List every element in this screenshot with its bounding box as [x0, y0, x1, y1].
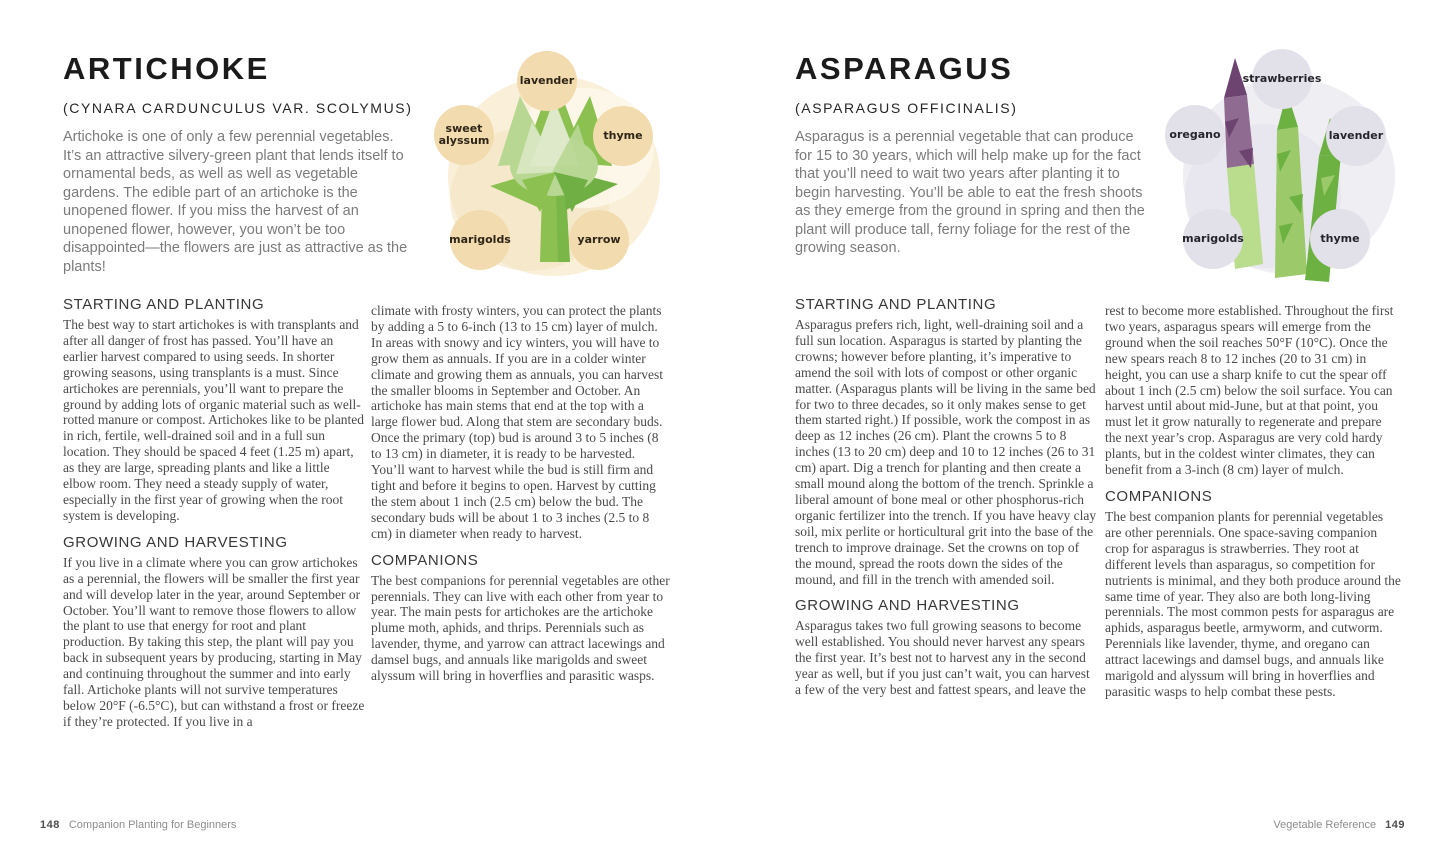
footer-right — [1273, 819, 1405, 832]
asparagus-column-2 — [1105, 297, 1401, 709]
section-heading-starting-planting: STARTING AND PLANTING — [63, 296, 265, 313]
companion-bubble-thyme: thyme — [1310, 209, 1370, 269]
body-paragraph: The best companion plants for perennial vegetables are other perennials. One space-saving companion crop for asparagus is strawberries. They root at different levels than asparagus, so competition for nutrients is minimal, and they both produce around the same time of year. They also are both long-living perennials. The most common pests for asparagus are aphids, asparagus beetle, armyworm, and cutworm. Perennials like lavender, thyme, and oregano can attract lacewings and damsel bugs, and annuals like marigold and alyssum will bring in hoverflies and parasitic wasps to help combat these pests. — [1105, 508, 1401, 699]
body-paragraph: The best companions for perennial vegetables are other perennials. They can live with each other from year to year. The main pests for artichokes are the artichoke plume moth, aphids, and thrips. Perennials such as lavender, thyme, and yarrow can attract lacewings and damsel bugs, and annuals like marigolds and sweet alyssum will bring in hoverflies and parasitic wasps. — [371, 572, 670, 684]
section-heading-growing-harvesting: GROWING AND HARVESTING — [795, 597, 1020, 615]
body-paragraph: Asparagus takes two full growing seasons to become well established. You should never harvest any spears the first year. It’s best not to harvest any in the second year as well, but if you just can’t wait, you can harvest a few of the very best and fattest spears, and leave the — [795, 618, 1090, 698]
companion-bubble-lavender: lavender — [517, 51, 577, 111]
latin-name-asparagus: (ASPARAGUS OFFICINALIS) — [795, 100, 1018, 116]
footer-section-title: Vegetable Reference — [1273, 819, 1377, 831]
section-heading-companions: COMPANIONS — [1105, 487, 1213, 505]
page-title-asparagus: ASPARAGUS — [795, 51, 1014, 86]
body-paragraph: climate with frosty winters, you can protect the plants by adding a 5 to 6-inch (13 to 15 cm) layer of mulch. In areas with snowy and icy winters, you will have to grow them as annuals. If you are in a colder winter climate and growing them as annuals, you can harvest the smaller blooms in September and October. An artichoke has main stems that end at the top with a large flower bud. Along that stem are secondary buds. Once the primary (top) bud is around 3 to 5 inches (8 to 13 cm) in diameter, it is ready to be harvested. You’ll want to harvest while the bud is still firm and tight and before it begins to open. Harvest by cutting the stem about 1 inch (2.5 cm) below the bud. The secondary buds will be about 1 to 3 inches (2.5 to 8 cm) in diameter when ready to harvest. — [371, 303, 664, 541]
footer-book-title: Companion Planting for Beginners — [68, 819, 237, 831]
artichoke-column-1 — [63, 297, 366, 739]
companion-bubble-oregano: oregano — [1165, 105, 1225, 165]
body-paragraph: rest to become more established. Throughout the first two years, asparagus spears will emerge from the ground when the soil reaches 50°F (10°C). Once the new spears reach 8 to 12 inches (20 to 31 cm) in height, you can use a sharp knife to cut the spear off about 1 inch (2.5 cm) below the soil surface. You can harvest until about mid-June, but at that point, you must let it grow naturally to regenerate and prepare the next year’s crop. Asparagus are very cold hardy plants, but in the coldest winter climates, they can benefit from a 3-inch (8 cm) layer of mulch. — [1105, 303, 1394, 478]
footer-left — [40, 819, 236, 832]
asparagus-column-1 — [795, 297, 1098, 707]
artichoke-column-2 — [371, 297, 670, 693]
companion-bubble-sweet-alyssum: sweet alyssum — [434, 105, 494, 165]
companion-bubble-marigolds: marigolds — [450, 210, 510, 270]
companion-bubble-lavender: lavender — [1326, 106, 1386, 166]
section-heading-growing-harvesting: GROWING AND HARVESTING — [63, 533, 288, 551]
section-heading-starting-planting: STARTING AND PLANTING — [795, 296, 997, 313]
page-number-right: 149 — [1385, 819, 1405, 831]
companion-bubble-yarrow: yarrow — [569, 210, 629, 270]
companion-diagram-asparagus — [1167, 44, 1417, 284]
body-paragraph: The best way to start artichokes is with transplants and after all danger of frost has passed. You’ll have an earlier harvest compared to using seeds. In shorter growing seasons, using transplants is a must. Since artichokes are perennials, you’ll want to prepare the ground by adding lots of organic material such as well-rotted manure or compost. Artichokes like to be planted in rich, fertile, well-drained soil and in a full sun location. They should be spaced 4 feet (1.25 m) apart, as they are large, spreading plants and like a little elbow room. They need a steady supply of water, especially in the first year of growing when the root system is developing. — [63, 317, 365, 523]
section-heading-companions: COMPANIONS — [371, 551, 479, 569]
intro-paragraph-asparagus: Asparagus is a perennial vegetable that can produce for 15 to 30 years, which will help make up for the fact that you’ll need to wait two years after planting it to begin harvesting. You’ll be able to eat the fresh shoots as they emerge from the ground in spring and then the plant will produce tall, ferny foliage for the rest of the growing season. — [795, 129, 1145, 256]
page-title-artichoke: ARTICHOKE — [63, 51, 270, 86]
page-number-left: 148 — [40, 819, 60, 831]
latin-name-artichoke: (CYNARA CARDUNCULUS VAR. SCOLYMUS) — [63, 100, 413, 116]
body-paragraph: Asparagus prefers rich, light, well-draining soil and a full sun location. Asparagus is started by planting the crowns; however before planting, it’s imperative to amend the soil with lots of compost or other organic matter. (Asparagus plants will be living in the same bed for two to three decades, so it only makes sense to get them started right.) If possible, work the compost in as deep as 12 inches (26 cm). Plant the crowns 5 to 8 inches (13 to 20 cm) deep and 10 to 12 inches (26 to 31 cm) apart. Dig a trench for planting and then create a small mound along the bottom of the trench. Sprinkle a liberal amount of bone meal or other phosphorus-rich organic fertilizer into the trench. If you have heavy clay soil, mix perlite or horticultural grit into the base of the trench to improve drainage. Set the crowns on top of the mound, spread the roots down the sides of the mound, and fill in the trench with amended soil. — [795, 317, 1097, 587]
body-paragraph: If you live in a climate where you can grow artichokes as a perennial, the flowers will be smaller the first year and will develop later in the year, around September or October. You’ll want to remove those flowers to allow the plant to use that energy for root and plant production. By taking this step, the plant will pay you back in subsequent years by producing, starting in May and continuing throughout the summer and into early fall. Artichoke plants will not survive temperatures below 20°F (-6.5°C), but can withstand a frost or freeze if they’re protected. If you live in a — [63, 554, 365, 729]
companion-bubble-strawberries: strawberries — [1252, 49, 1312, 109]
intro-paragraph-artichoke: Artichoke is one of only a few perennial vegetables. It’s an attractive silvery-green plant that lends itself to ornamental beds, as well as well as vegetable gardens. The edible part of an artichoke is the unopened flower. If you miss the harvest of an unopened flower, however, you won’t be too disappointed—the flowers are just as attractive as the plants! — [63, 129, 408, 275]
companion-bubble-thyme: thyme — [593, 106, 653, 166]
companion-diagram-artichoke — [432, 44, 682, 284]
companion-bubble-marigolds: marigolds — [1183, 209, 1243, 269]
